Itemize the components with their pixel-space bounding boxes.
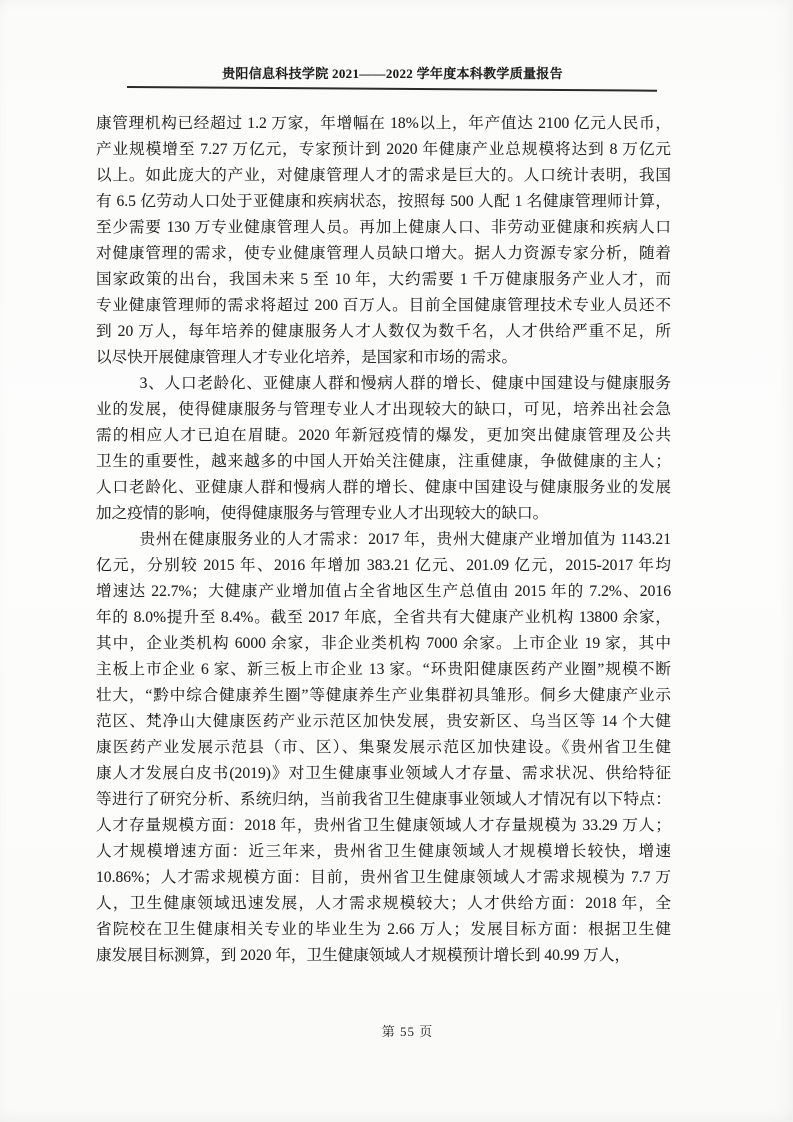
text-line: 有 6.5 亿劳动人口处于亚健康和疾病状态，按照每 500 人配 1 名健康管理师计算， <box>96 193 671 210</box>
text-line: 人口老龄化、亚健康人群和慢病人群的增长、健康中国建设与健康服务业的发展 <box>96 479 671 496</box>
text-line: 增速达 22.7%；大健康产业增加值占全省地区生产总值由 2015 年的 7.2%、2016 <box>96 583 671 600</box>
text-line: 康管理机构已经超过 1.2 万家，年增幅在 18%以上，年产值达 2100 亿元人民币， <box>96 115 671 132</box>
text-line: 其中，企业类机构 6000 余家，非企业类机构 7000 余家。上市企业 19 家，其中 <box>96 635 671 652</box>
text-line: 到 20 万人，每年培养的健康服务人才人数仅为数千名，人才供给严重不足，所 <box>96 323 671 340</box>
paragraph <box>96 371 671 527</box>
page-number-footer: 第 55 页 <box>381 1024 434 1039</box>
text-line: 范区、梵净山大健康医药产业示范区加快发展，贵安新区、乌当区等 14 个大健 <box>96 713 671 730</box>
text-line: 卫生的重要性，越来越多的中国人开始关注健康，注重健康，争做健康的主人； <box>96 453 671 470</box>
text-line: 壮大，“黔中综合健康养生圈”等健康养生产业集群初具雏形。侗乡大健康产业示 <box>96 687 671 704</box>
text-line: 需的相应人才已迫在眉睫。2020 年新冠疫情的爆发，更加突出健康管理及公共 <box>96 427 671 444</box>
text-line: 主板上市企业 6 家、新三板上市企业 13 家。“环贵阳健康医药产业圈”规模不断 <box>96 661 671 678</box>
text-line: 人才存量规模方面：2018 年，贵州省卫生健康领域人才存量规模为 33.29 万人； <box>96 817 671 834</box>
text-line: 省院校在卫生健康相关专业的毕业生为 2.66 万人；发展目标方面：根据卫生健 <box>96 921 671 938</box>
text-line: 年的 8.0%提升至 8.4%。截至 2017 年底，全省共有大健康产业机构 13800 余家， <box>96 609 671 626</box>
text-line: 对健康管理的需求，使专业健康管理人员缺口增大。据人力资源专家分析，随着 <box>96 245 671 262</box>
paragraph <box>96 111 671 371</box>
text-line: 产业规模增至 7.27 万亿元，专家预计到 2020 年健康产业总规模将达到 8 万亿元 <box>96 141 671 158</box>
text-line: 至少需要 130 万专业健康管理人员。再加上健康人口、非劳动亚健康和疾病人口 <box>96 219 671 236</box>
paragraph <box>96 527 671 969</box>
text-line: 贵州在健康服务业的人才需求：2017 年，贵州大健康产业增加值为 1143.21 <box>139 531 671 548</box>
text-line: 康医药产业发展示范县（市、区）、集聚发展示范区加快建设。《贵州省卫生健 <box>96 739 671 756</box>
page-header-title: 贵阳信息科技学院 2021——2022 学年度本科教学质量报告 <box>222 66 563 81</box>
text-line: 康发展目标测算，到 2020 年，卫生健康领域人才规模预计增长到 40.99 万人， <box>96 947 631 964</box>
text-line: 以尽快开展健康管理人才专业化培养，是国家和市场的需求。 <box>96 349 518 366</box>
text-line: 业的发展，使得健康服务与管理专业人才出现较大的缺口，可见，培养出社会急 <box>96 401 671 418</box>
text-line: 以上。如此庞大的产业，对健康管理人才的需求是巨大的。人口统计表明，我国 <box>96 167 671 184</box>
text-line: 人，卫生健康领域迅速发展，人才需求规模较大；人才供给方面：2018 年，全 <box>96 895 671 912</box>
text-line: 3、人口老龄化、亚健康人群和慢病人群的增长、健康中国建设与健康服务 <box>139 375 671 392</box>
text-line: 专业健康管理师的需求将超过 200 百万人。目前全国健康管理技术专业人员还不 <box>96 297 671 314</box>
document-body <box>96 111 671 969</box>
header-divider-rule <box>127 86 657 92</box>
text-line: 国家政策的出台，我国未来 5 至 10 年，大约需要 1 千万健康服务产业人才，而 <box>96 271 671 288</box>
text-line: 加之疫情的影响，使得健康服务与管理专业人才出现较大的缺口。 <box>96 505 549 522</box>
text-line: 10.86%；人才需求规模方面：目前，贵州省卫生健康领域人才需求规模为 7.7 万 <box>96 869 671 886</box>
text-line: 人才规模增速方面：近三年来，贵州省卫生健康领域人才规模增长较快，增速 <box>96 843 671 860</box>
text-line: 康人才发展白皮书(2019)》对卫生健康事业领域人才存量、需求状况、供给特征 <box>96 765 671 782</box>
text-line: 亿元，分别较 2015 年、2016 年增加 383.21 亿元、201.09 亿元，2015-2017 年均 <box>96 557 671 574</box>
text-line: 等进行了研究分析、系统归纳，当前我省卫生健康事业领域人才情况有以下特点： <box>96 791 671 808</box>
